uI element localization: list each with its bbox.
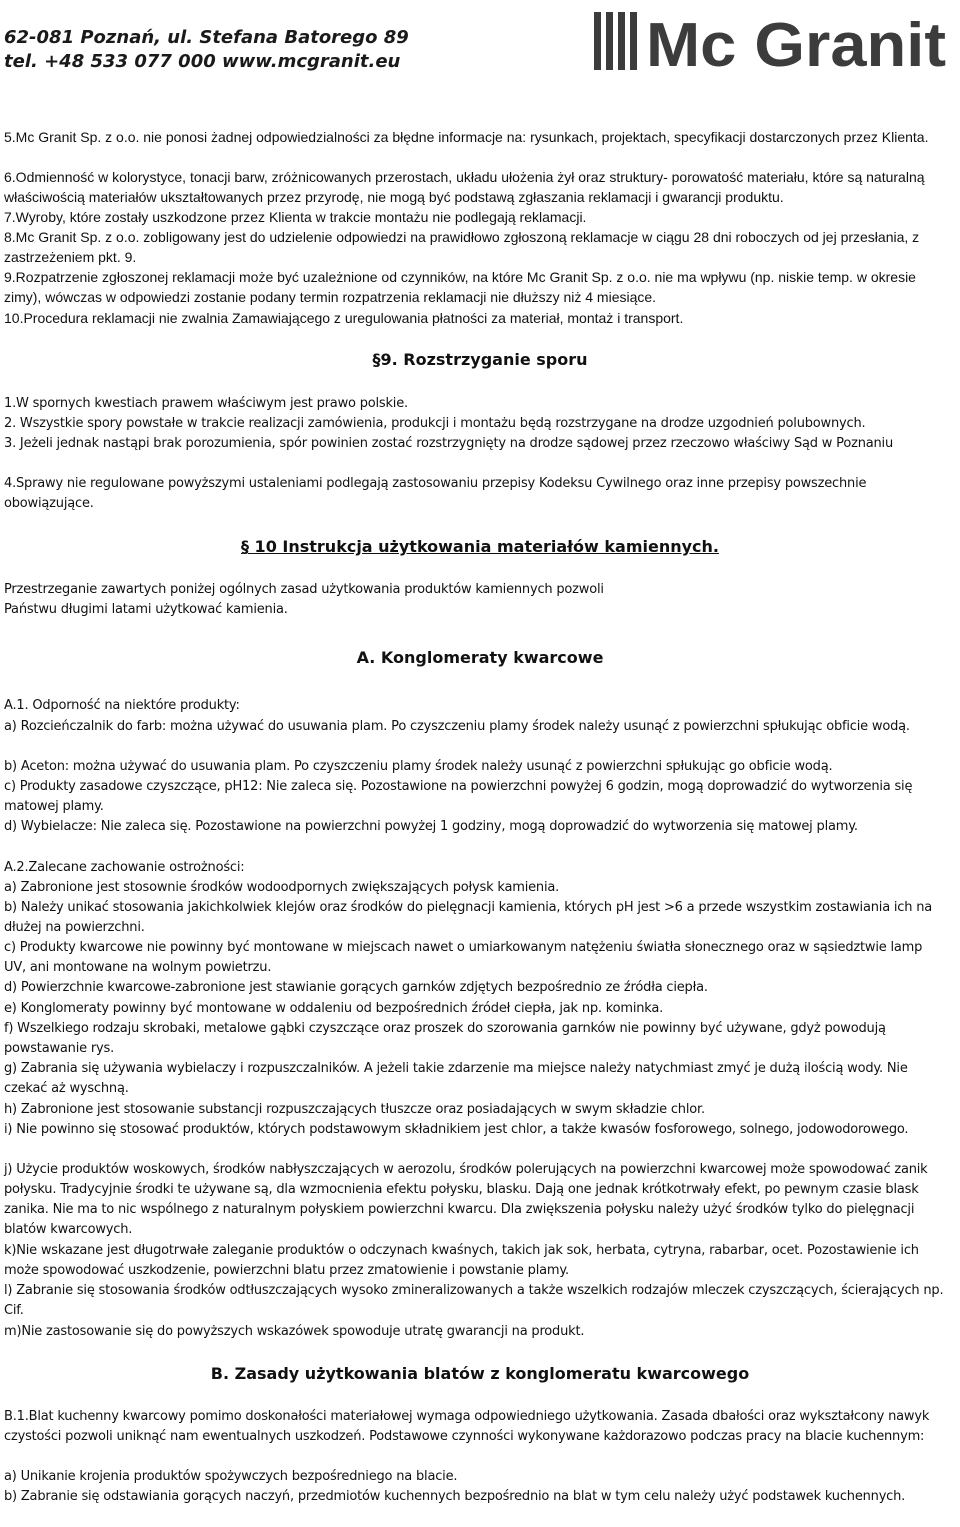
section-9-item-1: 1.W spornych kwestiach prawem właściwym jest prawo polskie. (4, 396, 408, 411)
a1-item-c: c) Produkty zasadowe czyszczące, pH12: Nie zaleca się. Pozostawione na powierzchni powyżej 6 godzin, mogą doprowadzić do wytworzenia się matowej plamy. (4, 779, 913, 814)
mc-granit-logo (594, 10, 950, 72)
a1-item-b: b) Aceton: można używać do usuwania plam. Po czyszczeniu plamy środek należy usunąć z powierzchni spłukując go obficie wodą. (4, 759, 833, 774)
paragraph-6: 6.Odmienność w kolorystyce, tonacji barw, zróżnicowanych przerostach, układu ułożenia żył oraz struktury- porowatość materiału, które są naturalną właściwością materiałów ukształtowanych przez przyrodę, nie mogą być podstawą zgłaszania reklamacji i gwarancji produktu. (4, 169, 925, 205)
header-contact: tel. +48 533 077 000 www.mcgranit.eu (4, 51, 401, 72)
paragraph-7: 7.Wyroby, które zostały uszkodzone przez Klienta w trakcie montażu nie podlegają reklamacji. (4, 209, 587, 225)
paragraph-8: 8.Mc Granit Sp. z o.o. zobligowany jest do udzielenie odpowiedzi na prawidłowo zgłoszoną reklamacje w ciągu 28 dni roboczych od jej przesłania, z zastrzeżeniem pkt. 9. (4, 229, 920, 265)
section-10-heading: § 10 Instrukcja użytkowania materiałów kamiennych. (240, 537, 719, 556)
a2-item-g: g) Zabrania się używania wybielaczy i rozpuszczalników. A jeżeli takie zdarzenie ma miejsce należy natychmiast zmyć je dużą ilością wody. Nie czekać aż wyschną. (4, 1061, 908, 1096)
svg-text:Mc Granit: Mc Granit (646, 11, 946, 72)
section-9-item-2: 2. Wszystkie spory powstałe w trakcie realizacji zamówienia, produkcji i montażu będą rozstrzygane na drodze uzgodnień polubownych. (4, 416, 866, 431)
paragraph-5: 5.Mc Granit Sp. z o.o. nie ponosi żadnej odpowiedzialności za błędne informacje na: rysunkach, projektach, specyfikacji dostarczonych przez Klienta. (4, 129, 929, 145)
a2-item-c: c) Produkty kwarcowe nie powinny być montowane w miejscach nawet o umiarkowanym natężeniu światła słonecznego oraz w sąsiedztwie lamp UV, ani montowane na wolnym powietrzu. (4, 940, 923, 975)
a2-item-a: a) Zabronione jest stosownie środków wodoodpornych zwiększających połysk kamienia. (4, 880, 560, 895)
a2-item-m: m)Nie zastosowanie się do powyższych wskazówek spowoduje utratę gwarancji na produkt. (4, 1324, 585, 1339)
a2-item-k: k)Nie wskazane jest długotrwałe zaleganie produktów o odczynach kwaśnych, takich jak sok, herbata, cytryna, rabarbar, ocet. Pozostawienie ich może spowodować uszkodzenie, powierzchni blatu przez zmatowienie i powstanie plamy. (4, 1243, 919, 1278)
a1-item-a: a) Rozcieńczalnik do farb: można używać do usuwania plam. Po czyszczeniu plamy środek należy usunąć z powierzchni spłukując obficie wodą. (4, 719, 910, 734)
a1-item-d: d) Wybielacze: Nie zaleca się. Pozostawione na powierzchni powyżej 1 godziny, mogą doprowadzić do wytworzenia się matowej plamy. (4, 819, 858, 834)
paragraph-10: 10.Procedura reklamacji nie zwalnia Zamawiającego z uregulowania płatności za materiał, montaż i transport. (4, 310, 684, 326)
section-b-heading: B. Zasady użytkowania blatów z konglomeratu kwarcowego (210, 1364, 750, 1383)
a1-title: A.1. Odporność na niektóre produkty: (4, 698, 240, 713)
section-9-heading: §9. Rozstrzyganie sporu (372, 350, 588, 369)
section-a-heading: A. Konglomeraty kwarcowe (356, 648, 604, 667)
section-9-item-4: 4.Sprawy nie regulowane powyższymi ustaleniami podlegają zastosowaniu przepisy Kodeksu Cywilnego oraz inne przepisy powszechnie obowiązujące. (4, 476, 867, 511)
b1-item-a: a) Unikanie krojenia produktów spożywczych bezpośredniego na blacie. (4, 1469, 458, 1484)
a2-item-i: i) Nie powinno się stosować produktów, których podstawowym składnikiem jest chlor, a także kwasów fosforowego, solnego, jodowodorowego. (4, 1122, 909, 1137)
a2-item-l: l) Zabranie się stosowania środków odtłuszczających wysoko zmineralizowanych a także wszelkich rodzajów mleczek czyszczących, ścierających np. Cif. (4, 1283, 944, 1318)
b1-paragraph: B.1.Blat kuchenny kwarcowy pomimo doskonałości materiałowej wymaga odpowiedniego użytkowania. Zasada dbałości oraz wykształcony nawyk czystości pozwoli uniknąć nam ewentualnych uszkodzeń. Podstawowe czynności wykonywane każdorazowo podczas pracy na blacie kuchennym: (4, 1409, 930, 1444)
a2-title: A.2.Zalecane zachowanie ostrożności: (4, 860, 245, 875)
b1-item-b: b) Zabranie się odstawiania gorących naczyń, przedmiotów kuchennych bezpośrednio na blat w tym celu należy użyć podstawek kuchennych. (4, 1489, 906, 1504)
a2-item-d: d) Powierzchnie kwarcowe-zabronione jest stawianie gorących garnków zdjętych bezpośrednio ze źródła ciepła. (4, 980, 708, 995)
a2-item-j: j) Użycie produktów woskowych, środków nabłyszczających w aerozolu, środków polerujących na powierzchni kwarcowej może spowodować zanik połysku. Tradycyjnie środki te używane są, dla wzmocnienia efektu połysku, blasku. Dają one jednak krótkotrwały efekt, po pewnym czasie blask zanika. Nie ma to nic wspólnego z naturalnym połyskiem powierzchni kwarcu. Dla zwiększenia połysku należy użyć środków tylko do pielęgnacji blatów kwarcowych. (4, 1162, 928, 1237)
a2-item-e: e) Konglomeraty powinny być montowane w oddaleniu od bezpośrednich źródeł ciepła, jak np. kominka. (4, 1001, 664, 1016)
a2-item-b: b) Należy unikać stosowania jakichkolwiek klejów oraz środków do pielęgnacji kamienia, których pH jest >6 a przede wszystkim zostawiania ich na dłużej na powierzchni. (4, 900, 933, 935)
section-9-item-3: 3. Jeżeli jednak nastąpi brak porozumienia, spór powinien zostać rozstrzygnięty na drodze sądowej przez rzeczowo właściwy Sąd w Poznaniu (4, 436, 893, 451)
section-10-intro: Przestrzeganie zawartych poniżej ogólnych zasad użytkowania produktów kamiennych pozwoli Państwu długimi latami użytkować kamienia. (4, 582, 604, 617)
header-address: 62-081 Poznań, ul. Stefana Batorego 89 (4, 27, 409, 48)
a2-item-h: h) Zabronione jest stosowanie substancji rozpuszczających tłuszcze oraz posiadających w swym składzie chlor. (4, 1102, 705, 1117)
a2-item-f: f) Wszelkiego rodzaju skrobaki, metalowe gąbki czyszczące oraz proszek do szorowania garnków nie powinny być używane, gdyż powodują powstawanie rys. (4, 1021, 886, 1056)
paragraph-9: 9.Rozpatrzenie zgłoszonej reklamacji może być uzależnione od czynników, na które Mc Granit Sp. z o.o. nie ma wpływu (np. niskie temp. w okresie zimy), wówczas w odpowiedzi zostanie podany termin rozpatrzenia reklamacji nie dłuższy niż 4 miesiące. (4, 269, 916, 305)
